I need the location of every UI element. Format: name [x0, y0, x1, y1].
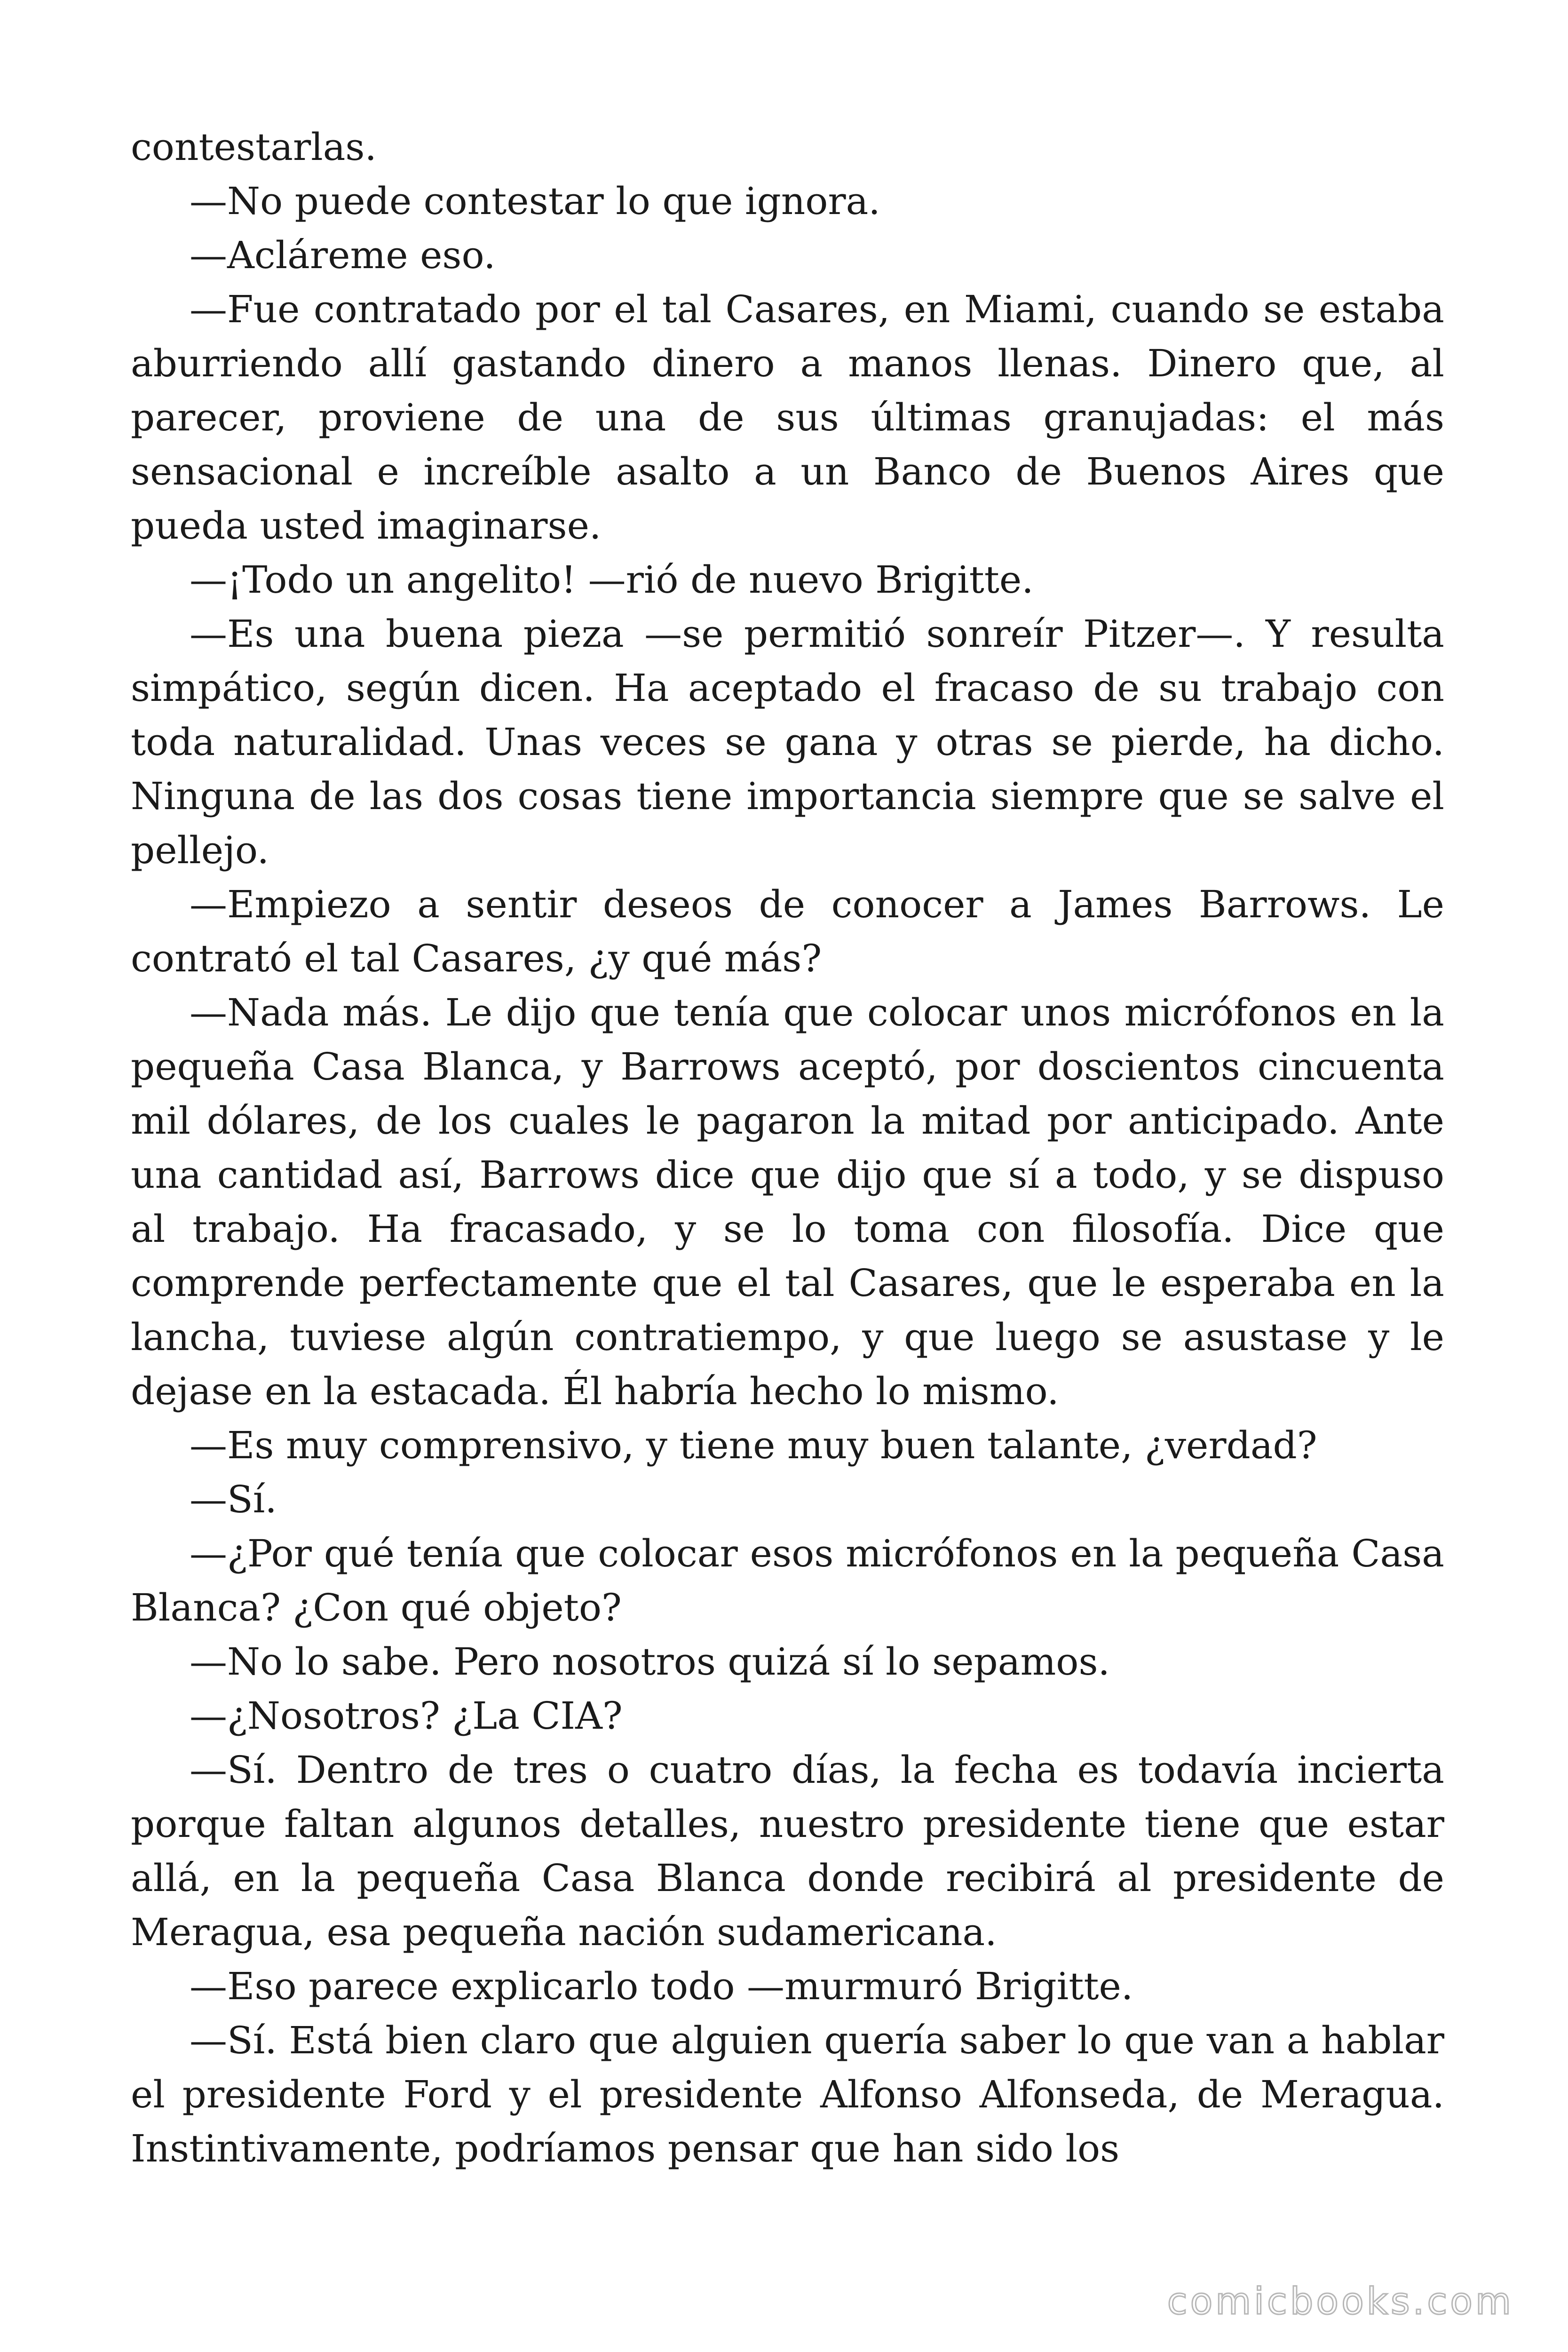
paragraph: —No lo sabe. Pero nosotros quizá sí lo sepamos.: [190, 1640, 1110, 1684]
paragraph: —Nada más. Le dijo que tenía que colocar unos micrófonos en la pequeña Casa Blanca, y Barrows aceptó, por doscientos cincuenta mil dólares, de los cuales le pagaron la mitad por anticipado. Ante una cantidad así, Barrows dice que dijo que sí a todo, y se dispuso al trabajo. Ha fracasado, y se lo toma con filosofía. Dice que comprende perfectamente que el tal Casares, que le esperaba en la lancha, tuviese algún contratiempo, y que luego se asustase y le dejase en la estacada. Él habría hecho lo mismo.: [131, 991, 1444, 1413]
paragraph: —No puede contestar lo que ignora.: [190, 179, 880, 223]
watermark: comicbooks.com: [1167, 2280, 1514, 2323]
paragraph: —Eso parece explicarlo todo —murmuró Brigitte.: [190, 1964, 1133, 2008]
paragraph: —¿Por qué tenía que colocar esos micrófonos en la pequeña Casa Blanca? ¿Con qué objeto?: [131, 1532, 1444, 1629]
page-body-text: [131, 120, 1444, 2176]
paragraph: —Es una buena pieza —se permitió sonreír Pitzer—. Y resulta simpático, según dicen. Ha aceptado el fracaso de su trabajo con toda naturalidad. Unas veces se gana y otras se pierde, ha dicho. Ninguna de las dos cosas tiene importancia siempre que se salve el pellejo.: [131, 612, 1444, 872]
paragraph: —Fue contratado por el tal Casares, en Miami, cuando se estaba aburriendo allí gastando dinero a manos llenas. Dinero que, al parecer, proviene de una de sus últimas granujadas: el más sensacional e increíble asalto a un Banco de Buenos Aires que pueda usted imaginarse.: [131, 287, 1444, 548]
paragraph: —¡Todo un angelito! —rió de nuevo Brigitte.: [190, 558, 1034, 602]
paragraph: —¿Nosotros? ¿La CIA?: [190, 1694, 623, 1738]
paragraph: —Sí.: [190, 1478, 277, 1521]
paragraph: —Sí. Está bien claro que alguien quería saber lo que van a hablar el presidente Ford y el presidente Alfonso Alfonseda, de Meragua. Instintivamente, podríamos pensar que han sido los: [131, 2018, 1444, 2170]
paragraph: —Sí. Dentro de tres o cuatro días, la fecha es todavía incierta porque faltan algunos detalles, nuestro presidente tiene que estar allá, en la pequeña Casa Blanca donde recibirá al presidente de Meragua, esa pequeña nación sudamericana.: [131, 1748, 1444, 1954]
paragraph: —Acláreme eso.: [190, 233, 496, 277]
paragraph: contestarlas.: [131, 125, 377, 169]
paragraph: —Es muy comprensivo, y tiene muy buen talante, ¿verdad?: [190, 1423, 1317, 1467]
paragraph: —Empiezo a sentir deseos de conocer a James Barrows. Le contrató el tal Casares, ¿y qué más?: [131, 882, 1444, 980]
